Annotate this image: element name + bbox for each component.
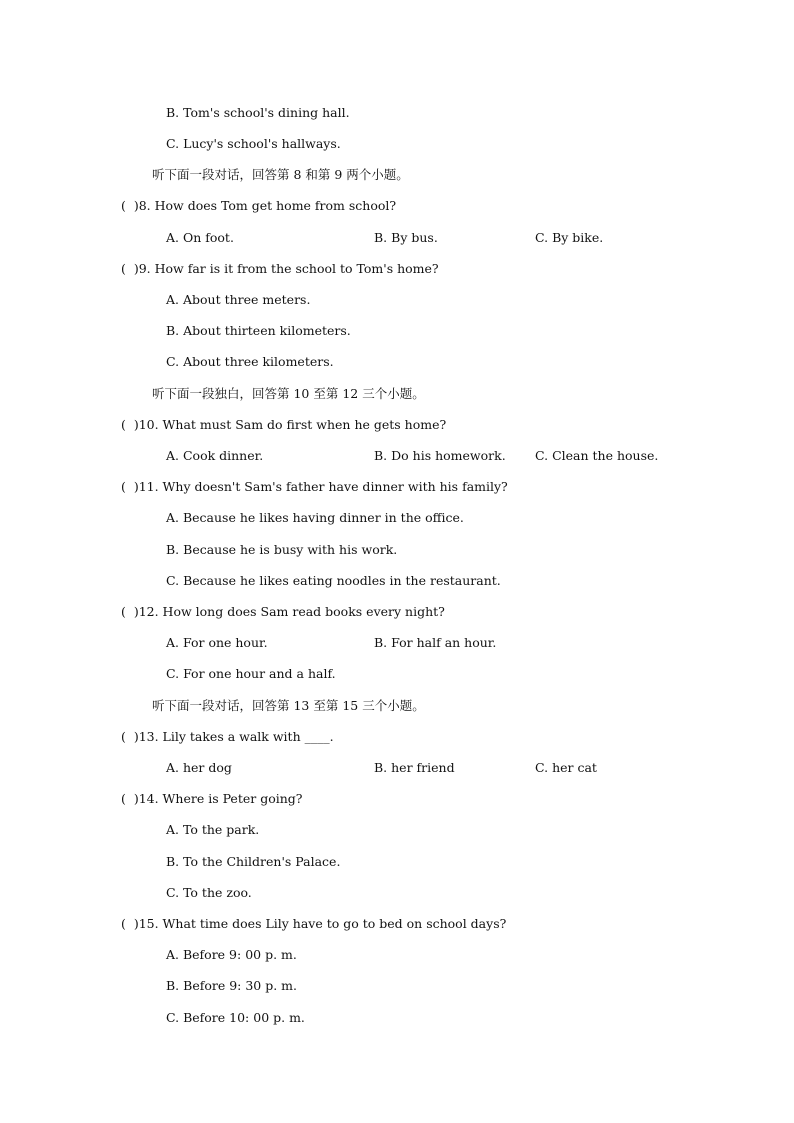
option-10b: B. Do his homework. [374,448,506,463]
option-13c: C. her cat [535,760,597,775]
question-14: ( )14. Where is Peter going? [121,791,303,806]
question-10: ( )10. What must Sam do first when he gets home? [121,417,447,432]
section-instruction-2: 听下面一段独白，回答第 10 至第 12 三个小题。 [152,386,425,401]
option-12b: B. For half an hour. [374,635,497,650]
option-9c: C. About three kilometers. [166,354,334,369]
option-11b: B. Because he is busy with his work. [166,542,398,557]
option-9a: A. About three meters. [166,292,311,307]
option-12c: C. For one hour and a half. [166,666,336,681]
option-9b: B. About thirteen kilometers. [166,323,351,338]
option-15c: C. Before 10: 00 p. m. [166,1010,305,1025]
section-instruction-1: 听下面一段对话，回答第 8 和第 9 两个小题。 [152,167,409,182]
question-11: ( )11. Why doesn't Sam's father have dinner with his family? [121,479,508,494]
option-11a: A. Because he likes having dinner in the office. [166,510,464,525]
option-8a: A. On foot. [166,230,234,245]
option-14c: C. To the zoo. [166,885,252,900]
option-15b: B. Before 9: 30 p. m. [166,978,298,993]
option-12a: A. For one hour. [166,635,268,650]
option-14a: A. To the park. [166,822,260,837]
option-14b: B. To the Children's Palace. [166,854,341,869]
option-7c: C. Lucy's school's hallways. [166,136,341,151]
option-8c: C. By bike. [535,230,604,245]
option-10c: C. Clean the house. [535,448,659,463]
question-12: ( )12. How long does Sam read books every night? [121,604,445,619]
option-8b: B. By bus. [374,230,438,245]
option-10a: A. Cook dinner. [166,448,264,463]
option-13a: A. her dog [166,760,232,775]
option-7b: B. Tom's school's dining hall. [166,105,350,120]
option-15a: A. Before 9: 00 p. m. [166,947,297,962]
section-instruction-3: 听下面一段对话，回答第 13 至第 15 三个小题。 [152,698,425,713]
option-13b: B. her friend [374,760,455,775]
question-9: ( )9. How far is it from the school to Tom's home? [121,261,439,276]
question-8: ( )8. How does Tom get home from school? [121,198,397,213]
question-13: ( )13. Lily takes a walk with ____. [121,729,334,744]
question-15: ( )15. What time does Lily have to go to bed on school days? [121,916,507,931]
option-11c: C. Because he likes eating noodles in the restaurant. [166,573,501,588]
